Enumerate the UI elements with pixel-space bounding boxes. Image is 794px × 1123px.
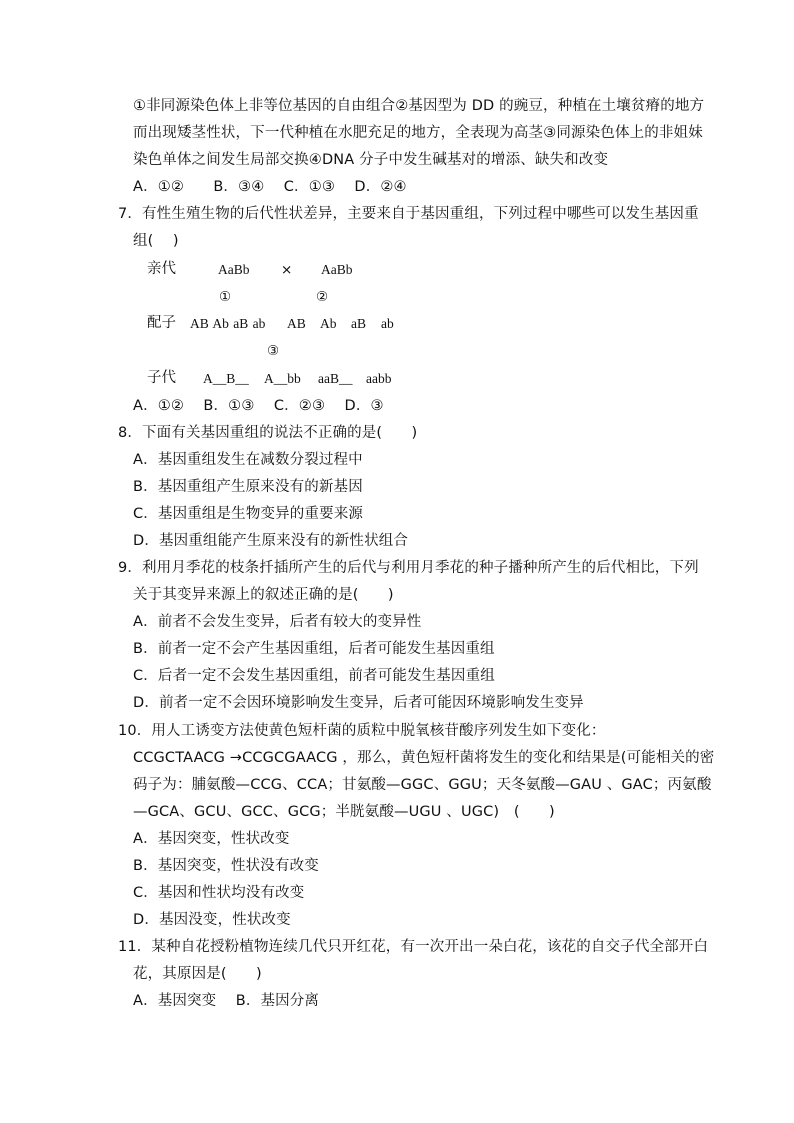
gametes-parent-1: AB Ab aB ab [190, 316, 266, 331]
step-2-marker: ② [316, 289, 329, 305]
gamete-2-ab-upper: AB [287, 316, 306, 331]
gamete-2-ab-mixed: Ab [320, 316, 337, 331]
q9-option-a: A．前者不会发生变异，后者有较大的变异性 [133, 614, 422, 630]
q8-stem: 8．下面有关基因重组的说法不正确的是( ) [118, 425, 418, 441]
q7-stem-line-1: 7．有性生殖生物的后代性状差异，主要来自于基因重组，下列过程中哪些可以发生基因重 [118, 206, 699, 222]
q11-options: A．基因突变 B．基因分离 [133, 993, 320, 1009]
q6-stem-line-1: ①非同源染色体上非等位基因的自由组合②基因型为 DD 的豌豆，种植在土壤贫瘠的地方 [133, 98, 705, 114]
gamete-2-ab-lower-upper: aB [351, 316, 366, 331]
q8-option-d: D．基因重组能产生原来没有的新性状组合 [133, 533, 409, 549]
parent-2-genotype: AaBb [321, 262, 353, 277]
q6-stem-line-3: 染色单体之间发生局部交换④DNA 分子中发生碱基对的增添、缺失和改变 [133, 152, 609, 168]
cross-symbol: × [281, 262, 293, 278]
q6-options: A．①② B．③④ C．①③ D．②④ [133, 179, 407, 195]
q11-stem-line-1: 11．某种自花授粉植物连续几代只开红花，有一次开出一朵白花，该花的自交子代全部开白 [118, 939, 709, 955]
q11-stem-line-2: 花，其原因是( ) [133, 966, 262, 982]
step-3-marker: ③ [267, 343, 280, 359]
q10-option-a: A．基因突变，性状改变 [133, 831, 290, 847]
q7-stem-line-2: 组( ) [133, 233, 179, 249]
q8-option-b: B．基因重组产生原来没有的新基因 [133, 479, 363, 495]
q8-option-c: C．基因重组是生物变异的重要来源 [133, 506, 364, 522]
parent-1-genotype: AaBb [218, 262, 250, 277]
step-1-marker: ① [219, 289, 232, 305]
q10-option-c: C．基因和性状均没有改变 [133, 885, 305, 901]
q10-stem-line-2: CCGCTAACG →CCGCGAACG ，那么，黄色短杆菌将发生的变化和结果是(可能相关的密 [133, 750, 715, 766]
q6-stem-line-2: 而出现矮茎性状，下一代种植在水肥充足的地方，全表现为高茎③同源染色体上的非姐妹 [133, 125, 703, 141]
offspring-genotype-1: A__B__ [203, 371, 249, 386]
offspring-label: 子代 [147, 370, 176, 386]
q10-stem-line-4: —GCA、GCU、GCC、GCG；半胱氨酸—UGU 、UGC) ( ) [133, 804, 555, 820]
q9-option-b: B．前者一定不会产生基因重组，后者可能发生基因重组 [133, 641, 495, 657]
gamete-label: 配子 [147, 315, 176, 331]
q10-stem-line-1: 10．用人工诱变方法使黄色短杆菌的质粒中脱氧核苷酸序列发生如下变化： [118, 723, 606, 739]
gamete-2-ab-lower: ab [381, 316, 394, 331]
q10-stem-line-3: 码子为：脯氨酸—CCG、CCA；甘氨酸—GGC、GGU；天冬氨酸—GAU 、GAC；丙氨酸 [133, 777, 712, 793]
q9-option-d: D．前者一定不会因环境影响发生变异，后者可能因环境影响发生变异 [133, 695, 584, 711]
offspring-genotype-3: aaB__ [318, 371, 353, 386]
q10-option-d: D．基因没变，性状改变 [133, 912, 291, 928]
offspring-genotype-4: aabb [366, 371, 392, 386]
offspring-genotype-2: A__bb [264, 371, 301, 386]
q10-option-b: B．基因突变，性状没有改变 [133, 858, 319, 874]
q7-options: A．①② B．①③ C．②③ D．③ [133, 398, 384, 414]
parent-label: 亲代 [147, 261, 176, 277]
q8-option-a: A．基因重组发生在减数分裂过程中 [133, 452, 363, 468]
q9-option-c: C．后者一定不会发生基因重组，前者可能发生基因重组 [133, 668, 495, 684]
q9-stem-line-2: 关于其变异来源上的叙述正确的是( ) [133, 587, 394, 603]
q9-stem-line-1: 9．利用月季花的枝条扦插所产生的后代与利用月季花的种子播种所产生的后代相比，下列 [118, 560, 699, 576]
